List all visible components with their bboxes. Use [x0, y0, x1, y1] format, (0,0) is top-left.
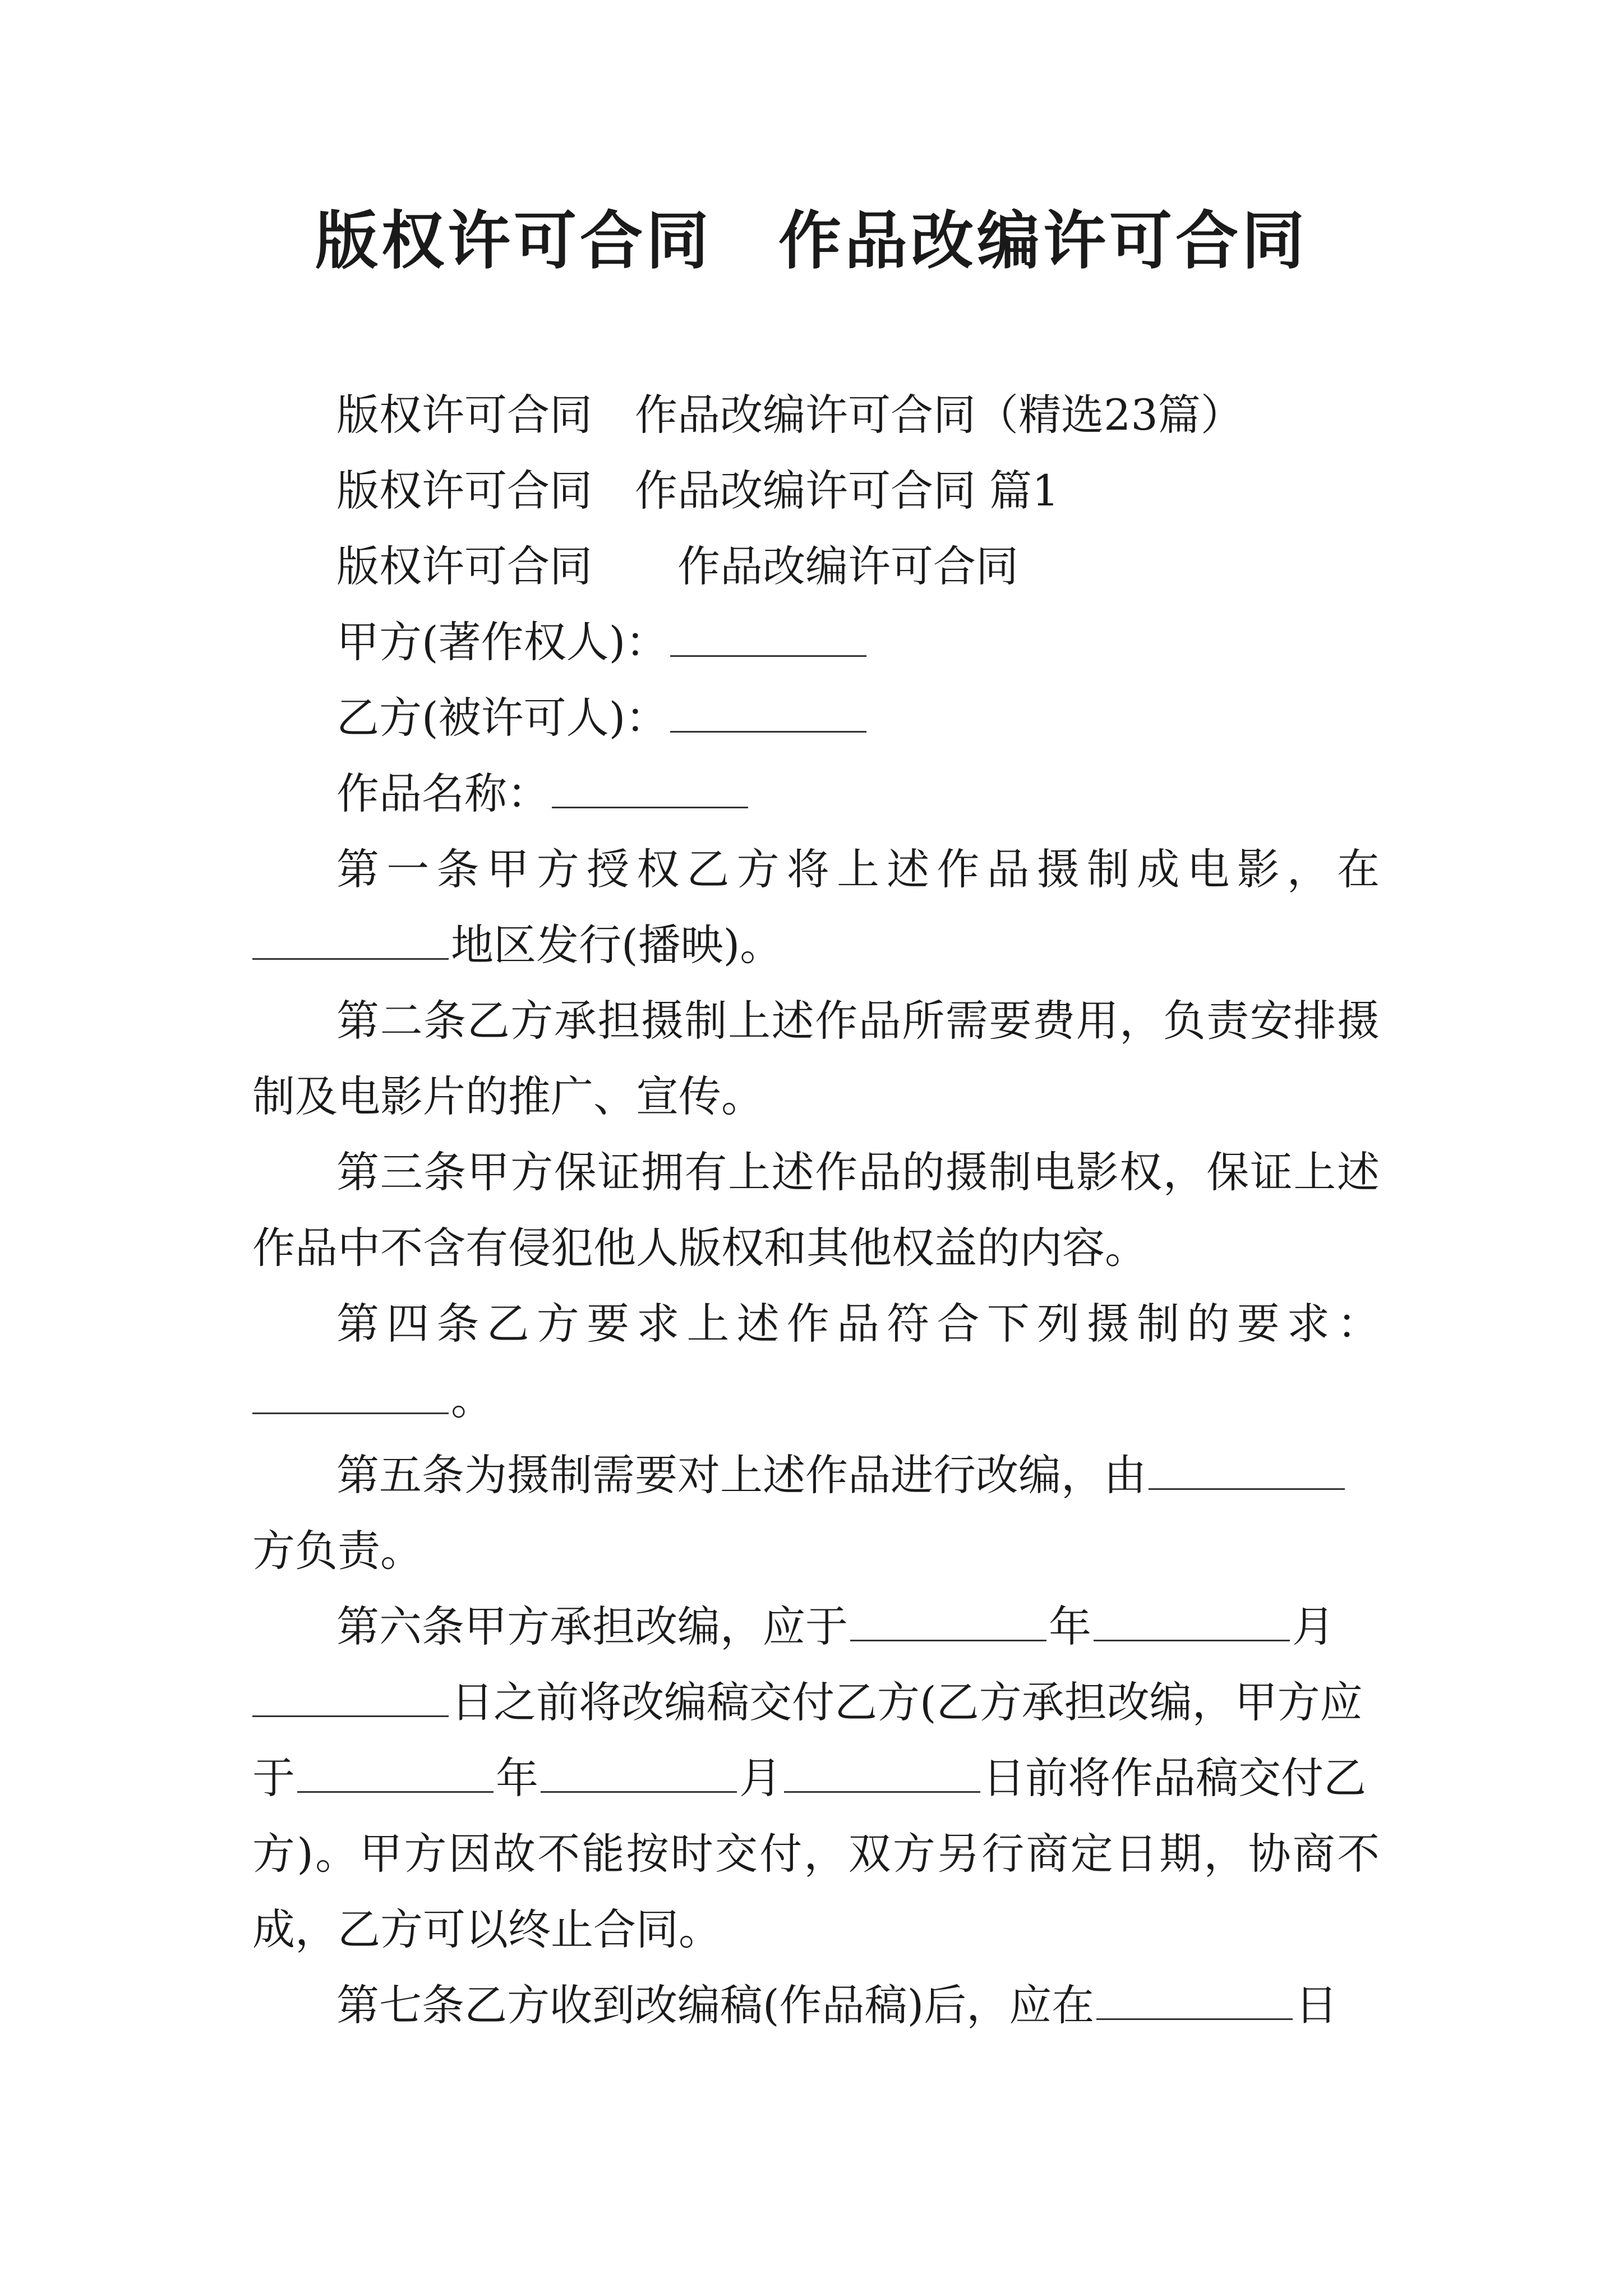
adapter-blank	[1149, 1453, 1345, 1490]
month-blank-2	[541, 1756, 737, 1793]
day-blank-1	[252, 1681, 449, 1717]
document-title: 版权许可合同 作品改编许可合同	[315, 204, 1308, 278]
article-6-line-1	[336, 1599, 1464, 1655]
region-blank	[252, 923, 449, 960]
article-4-line-1: 第四条乙方要求上述作品符合下列摄制的要求：	[336, 1299, 1380, 1349]
article-6-text-2: 日之前将改编稿交付乙方(乙方承担改编，甲方应	[451, 1677, 1363, 1727]
article-5-line-1	[336, 1447, 1464, 1503]
party-a-line	[336, 614, 1464, 670]
party-b-label: 乙方(被许可人)：	[336, 693, 668, 743]
party-b-blank	[670, 696, 866, 733]
article-5-line-2: 方负责。	[252, 1526, 423, 1576]
days-blank	[1096, 1984, 1293, 2020]
subtitle-line: 版权许可合同 作品改编许可合同（精选23篇）	[336, 390, 1243, 440]
work-name-line	[336, 766, 1464, 822]
year-label-1: 年	[1049, 1602, 1091, 1651]
article-1-text: 地区发行(播映)。	[451, 920, 783, 970]
article-6-line-4: 方)。甲方因故不能按时交付，双方另行商定日期，协商不	[252, 1829, 1380, 1879]
article-6-line-5: 成，乙方可以终止合同。	[252, 1904, 721, 1954]
party-a-blank	[670, 620, 866, 657]
article-6-text-3: 于	[252, 1753, 295, 1803]
article-5-text: 第五条为摄制需要对上述作品进行改编，由	[336, 1450, 1146, 1500]
article-7-text: 第七条乙方收到改编稿(作品稿)后，应在	[336, 1980, 1095, 2030]
article-1-line-1: 第一条甲方授权乙方将上述作品摄制成电影，在	[336, 844, 1380, 894]
article-6-text: 第六条甲方承担改编，应于	[336, 1602, 848, 1651]
year-blank-2	[297, 1756, 494, 1793]
contract-heading: 版权许可合同 作品改编许可合同	[336, 541, 1018, 591]
year-label-2: 年	[496, 1753, 538, 1803]
article-4-line-2	[252, 1372, 1380, 1428]
month-blank-1	[1094, 1605, 1290, 1641]
party-a-label: 甲方(著作权人)：	[336, 617, 668, 667]
article-1-line-2	[252, 917, 1380, 973]
article-4-end: 。	[451, 1374, 494, 1424]
party-b-line	[336, 690, 1464, 746]
article-6-line-3	[252, 1750, 1380, 1806]
article-3-line-1: 第三条甲方保证拥有上述作品的摄制电影权，保证上述	[336, 1147, 1380, 1197]
work-name-blank	[552, 772, 748, 808]
article-3-line-2: 作品中不含有侵犯他人版权和其他权益的内容。	[252, 1223, 1147, 1273]
requirements-blank	[252, 1378, 449, 1414]
article-2-line-1: 第二条乙方承担摄制上述作品所需要费用，负责安排摄	[336, 996, 1380, 1046]
month-label-1: 月	[1292, 1602, 1335, 1651]
day-blank-2	[784, 1756, 980, 1793]
article-2-line-2: 制及电影片的推广、宣传。	[252, 1071, 764, 1121]
month-label-2: 月	[739, 1753, 782, 1803]
article-7-end: 日	[1295, 1980, 1338, 2030]
section-heading: 版权许可合同 作品改编许可合同 篇1	[336, 466, 1059, 516]
work-name-label: 作品名称：	[336, 769, 550, 818]
year-blank-1	[850, 1605, 1046, 1641]
article-6-text-4: 日前将作品稿交付乙	[983, 1753, 1366, 1803]
article-6-line-2	[252, 1674, 1380, 1731]
article-7-line-1	[336, 1977, 1464, 2033]
